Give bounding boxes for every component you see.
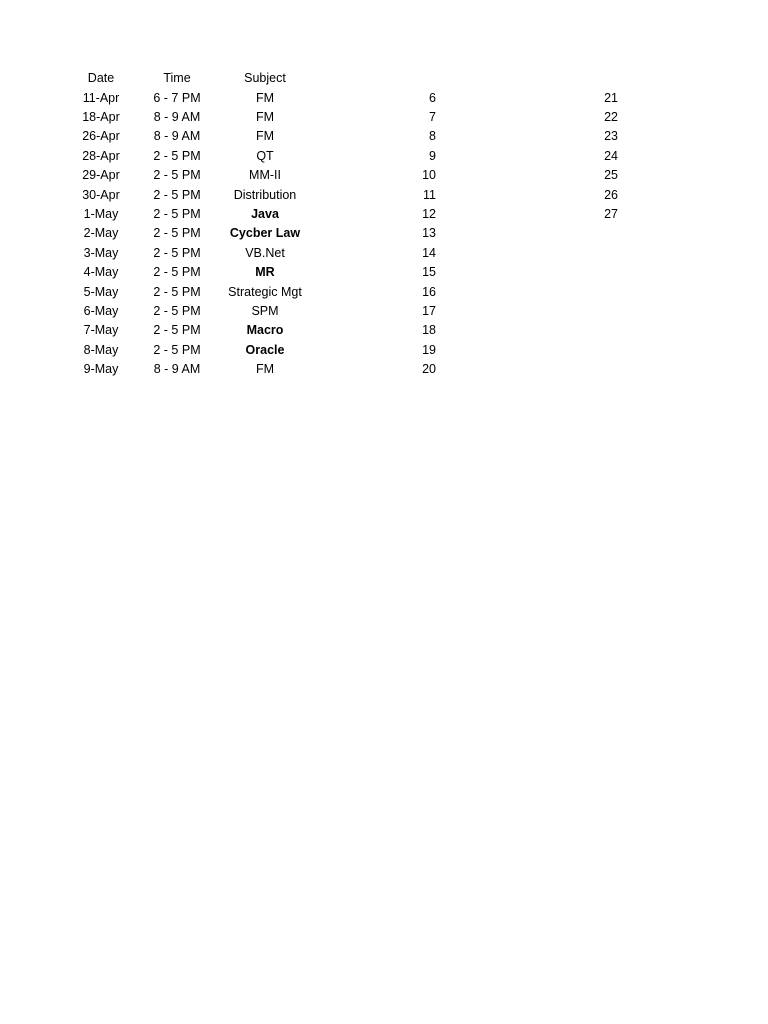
table-row [0, 89, 768, 108]
date-cell: 9-May [83, 362, 119, 377]
table-row [0, 283, 768, 302]
date-cell: 18-Apr [82, 109, 120, 124]
number-cell: 14 [422, 245, 436, 260]
number-cell: 13 [422, 226, 436, 241]
number-cell-secondary: 22 [604, 109, 618, 124]
number-cell-secondary: 25 [604, 168, 618, 183]
time-cell: 2 - 5 PM [153, 168, 201, 183]
number-cell-secondary: 24 [604, 148, 618, 163]
number-cell: 18 [422, 323, 436, 338]
time-cell: 2 - 5 PM [153, 226, 201, 241]
time-cell: 2 - 5 PM [153, 323, 201, 338]
number-cell: 7 [429, 109, 436, 124]
subject-cell: QT [256, 148, 274, 163]
table-row [0, 205, 768, 224]
subject-cell: FM [255, 109, 275, 124]
header-row [0, 69, 768, 88]
time-cell: 2 - 5 PM [153, 342, 201, 357]
subject-cell: SPM [251, 303, 279, 318]
subject-cell: MR [255, 265, 275, 280]
table-row [0, 127, 768, 146]
table-row [0, 341, 768, 360]
subject-cell: MM-II [249, 168, 281, 183]
table-row [0, 263, 768, 282]
table-row [0, 166, 768, 185]
number-cell-secondary: 23 [604, 129, 618, 144]
time-cell: 8 - 9 AM [153, 362, 201, 377]
table-row [0, 224, 768, 243]
time-header: Time [163, 71, 191, 85]
number-cell: 6 [429, 90, 436, 105]
number-cell: 15 [422, 265, 436, 280]
time-cell: 2 - 5 PM [153, 148, 201, 163]
subject-cell: VB.Net [245, 245, 285, 260]
number-cell: 10 [422, 168, 436, 183]
time-cell: 2 - 5 PM [153, 284, 201, 299]
table-row [0, 302, 768, 321]
table-row [0, 244, 768, 263]
date-cell: 28-Apr [82, 148, 120, 163]
time-cell: 2 - 5 PM [153, 187, 201, 202]
date-header: Date [87, 71, 115, 85]
date-cell: 4-May [83, 265, 119, 280]
date-cell: 11-Apr [82, 90, 120, 105]
number-cell: 16 [422, 284, 436, 299]
date-cell: 8-May [83, 342, 119, 357]
date-cell: 1-May [83, 206, 119, 221]
subject-cell: Macro [246, 323, 284, 338]
subject-cell: Distribution [233, 187, 297, 202]
subject-cell: FM [255, 362, 275, 377]
date-cell: 3-May [83, 245, 119, 260]
number-cell: 9 [429, 148, 436, 163]
subject-cell: FM [255, 90, 275, 105]
time-cell: 2 - 5 PM [153, 265, 201, 280]
table-row [0, 360, 768, 379]
table-row [0, 321, 768, 340]
subject-cell: Strategic Mgt [228, 284, 302, 299]
time-cell: 2 - 5 PM [153, 245, 201, 260]
date-cell: 29-Apr [82, 168, 120, 183]
subject-header: Subject [244, 71, 286, 85]
table-row [0, 108, 768, 127]
date-cell: 5-May [83, 284, 119, 299]
time-cell: 6 - 7 PM [153, 90, 201, 105]
date-cell: 30-Apr [82, 187, 120, 202]
number-cell: 11 [423, 187, 436, 202]
number-cell: 12 [422, 206, 436, 221]
table-row [0, 147, 768, 166]
time-cell: 8 - 9 AM [153, 129, 201, 144]
subject-cell: Java [251, 206, 279, 221]
date-cell: 26-Apr [82, 129, 120, 144]
date-cell: 6-May [83, 303, 119, 318]
date-cell: 7-May [83, 323, 119, 338]
number-cell: 20 [422, 362, 436, 377]
number-cell: 19 [422, 342, 436, 357]
subject-cell: Cycber Law [229, 226, 301, 241]
subject-cell: Oracle [245, 342, 285, 357]
number-cell-secondary: 27 [604, 206, 618, 221]
time-cell: 2 - 5 PM [153, 303, 201, 318]
number-cell: 17 [422, 303, 436, 318]
time-cell: 8 - 9 AM [153, 109, 201, 124]
time-cell: 2 - 5 PM [153, 206, 201, 221]
date-cell: 2-May [83, 226, 119, 241]
number-cell: 8 [429, 129, 436, 144]
number-cell-secondary: 26 [604, 187, 618, 202]
number-cell-secondary: 21 [604, 90, 618, 105]
subject-cell: FM [255, 129, 275, 144]
table-row [0, 186, 768, 205]
